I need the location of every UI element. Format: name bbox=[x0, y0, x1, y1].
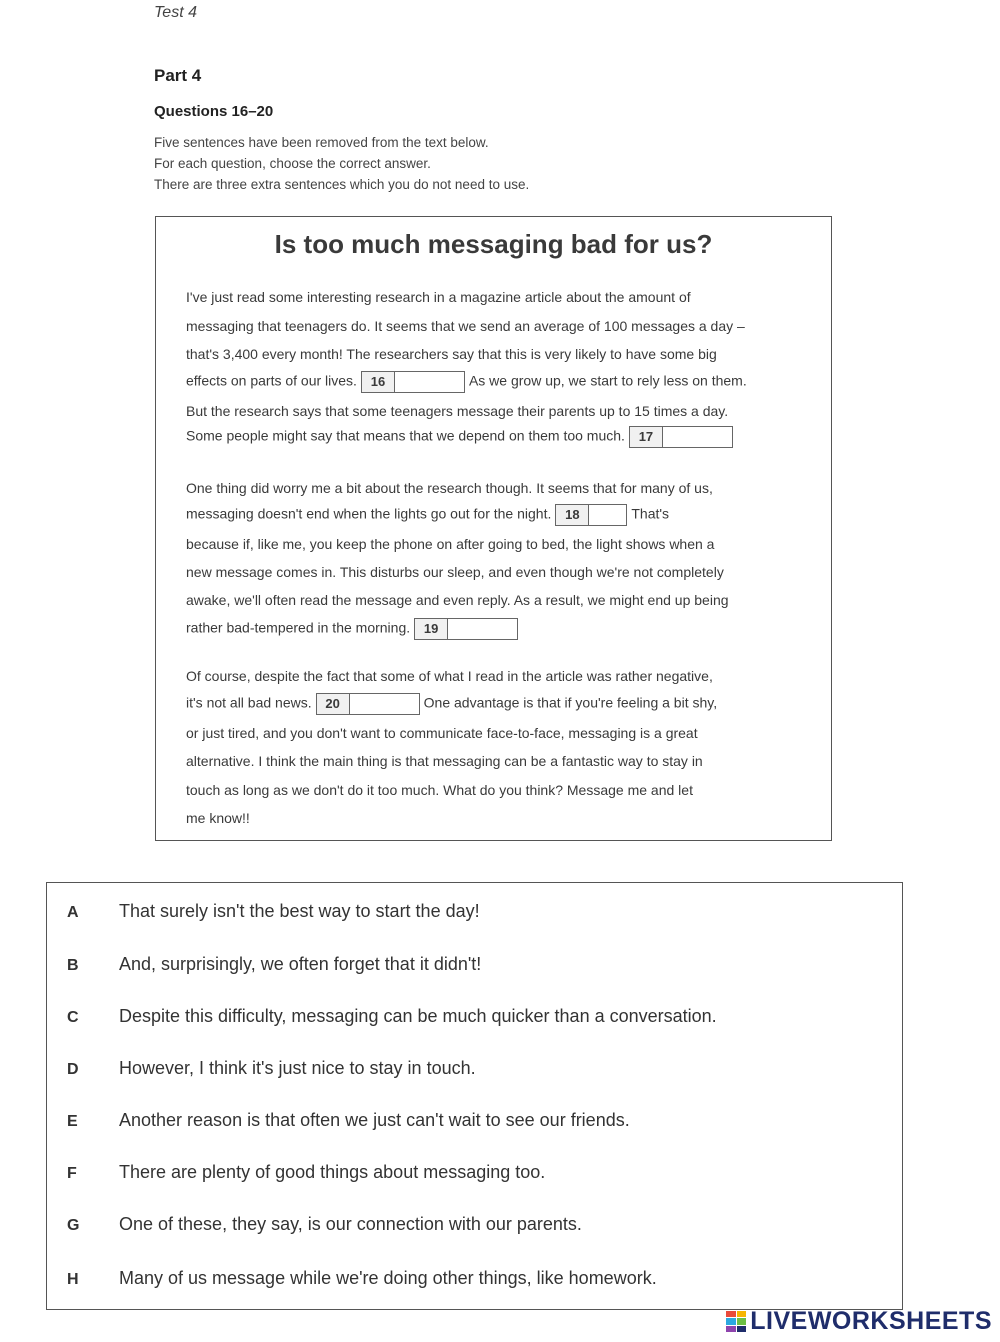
option-text: And, surprisingly, we often forget that it didn't! bbox=[119, 954, 482, 974]
gap-number: 17 bbox=[630, 427, 663, 447]
article-text: it's not all bad news. bbox=[186, 694, 312, 711]
gap-18-input[interactable] bbox=[555, 504, 627, 526]
option-text: Despite this difficulty, messaging can be much quicker than a conversation. bbox=[119, 1006, 717, 1026]
article-line bbox=[186, 693, 717, 715]
logo-tile bbox=[726, 1311, 736, 1318]
questions-range: Questions 16–20 bbox=[154, 103, 274, 120]
logo-tile bbox=[737, 1318, 747, 1325]
gap-16-input[interactable] bbox=[361, 371, 465, 393]
article-text: effects on parts of our lives. bbox=[186, 372, 357, 389]
article-line: I've just read some interesting research in a magazine article about the amount of bbox=[186, 289, 691, 305]
article-line: One thing did worry me a bit about the research though. It seems that for many of us, bbox=[186, 480, 713, 496]
article-title: Is too much messaging bad for us? bbox=[274, 229, 713, 259]
option-a[interactable] bbox=[67, 901, 480, 922]
part-title: Part 4 bbox=[154, 66, 202, 85]
gap-20-input[interactable] bbox=[316, 693, 420, 715]
gap-number: 18 bbox=[556, 505, 589, 525]
gap-19-input[interactable] bbox=[414, 618, 518, 640]
article-text: One advantage is that if you're feeling a bit shy, bbox=[423, 694, 718, 711]
article-line: because if, like me, you keep the phone on after going to bed, the light shows when a bbox=[186, 536, 715, 552]
article-text: That's bbox=[631, 505, 670, 522]
logo-mark-icon bbox=[726, 1311, 746, 1333]
logo-tile bbox=[737, 1326, 747, 1333]
article-line: alternative. I think the main thing is that messaging can be a fantastic way to stay in bbox=[186, 753, 703, 769]
option-letter: F bbox=[67, 1165, 77, 1182]
option-text: Another reason is that often we just can't wait to see our friends. bbox=[119, 1110, 630, 1130]
gap-number: 20 bbox=[317, 694, 350, 714]
gap-17-input[interactable] bbox=[629, 426, 733, 448]
logo-tile bbox=[737, 1311, 747, 1318]
logo-tile bbox=[726, 1318, 736, 1325]
option-letter: G bbox=[67, 1217, 80, 1234]
option-h[interactable] bbox=[67, 1268, 657, 1289]
article-box bbox=[155, 216, 832, 841]
article-text: rather bad-tempered in the morning. bbox=[186, 619, 411, 636]
gap-number: 19 bbox=[415, 619, 448, 639]
logo-text: LIVEWORKSHEETS bbox=[750, 1307, 992, 1335]
option-text: Many of us message while we're doing other things, like homework. bbox=[119, 1268, 657, 1288]
option-e[interactable] bbox=[67, 1110, 630, 1131]
option-d[interactable] bbox=[67, 1058, 476, 1079]
article-line: Of course, despite the fact that some of what I read in the article was rather negative, bbox=[186, 668, 713, 684]
option-letter: D bbox=[67, 1061, 79, 1078]
article-text: As we grow up, we start to rely less on them. bbox=[468, 372, 747, 389]
article-line bbox=[186, 618, 522, 640]
option-letter: C bbox=[67, 1009, 79, 1026]
article-line bbox=[186, 371, 747, 393]
option-c[interactable] bbox=[67, 1006, 717, 1027]
option-letter: A bbox=[67, 904, 79, 921]
option-letter: E bbox=[67, 1113, 78, 1130]
article-line: awake, we'll often read the message and even reply. As a result, we might end up being bbox=[186, 592, 729, 608]
test-label: Test 4 bbox=[154, 4, 197, 21]
instruction-line: For each question, choose the correct answer. bbox=[154, 156, 431, 171]
logo-tile bbox=[726, 1326, 736, 1333]
liveworksheets-logo bbox=[726, 1307, 992, 1336]
article-line: that's 3,400 every month! The researchers say that this is very likely to have some big bbox=[186, 346, 717, 362]
option-letter: H bbox=[67, 1271, 79, 1288]
option-f[interactable] bbox=[67, 1162, 545, 1183]
article-line: messaging that teenagers do. It seems that we send an average of 100 messages a day – bbox=[186, 318, 745, 334]
article-line: touch as long as we don't do it too much. What do you think? Message me and let bbox=[186, 782, 693, 798]
article-line: But the research says that some teenagers message their parents up to 15 times a day. bbox=[186, 403, 729, 419]
option-b[interactable] bbox=[67, 954, 481, 975]
article-text: Some people might say that means that we depend on them too much. bbox=[186, 427, 625, 444]
option-g[interactable] bbox=[67, 1214, 582, 1235]
article-line: or just tired, and you don't want to communicate face-to-face, messaging is a great bbox=[186, 725, 698, 741]
option-letter: B bbox=[67, 957, 79, 974]
article-text: messaging doesn't end when the lights go out for the night. bbox=[186, 505, 552, 522]
option-text: One of these, they say, is our connection with our parents. bbox=[119, 1214, 582, 1234]
option-text: There are plenty of good things about messaging too. bbox=[119, 1162, 546, 1182]
article-line bbox=[186, 426, 737, 448]
article-line: me know!! bbox=[186, 810, 250, 826]
article-line: new message comes in. This disturbs our sleep, and even though we're not completely bbox=[186, 564, 724, 580]
option-text: That surely isn't the best way to start the day! bbox=[119, 901, 480, 921]
article-line bbox=[186, 504, 669, 526]
option-text: However, I think it's just nice to stay in touch. bbox=[119, 1058, 476, 1078]
options-box bbox=[46, 882, 903, 1310]
gap-number: 16 bbox=[362, 372, 395, 392]
instruction-line: Five sentences have been removed from the text below. bbox=[154, 135, 489, 150]
instruction-line: There are three extra sentences which you do not need to use. bbox=[154, 177, 530, 192]
